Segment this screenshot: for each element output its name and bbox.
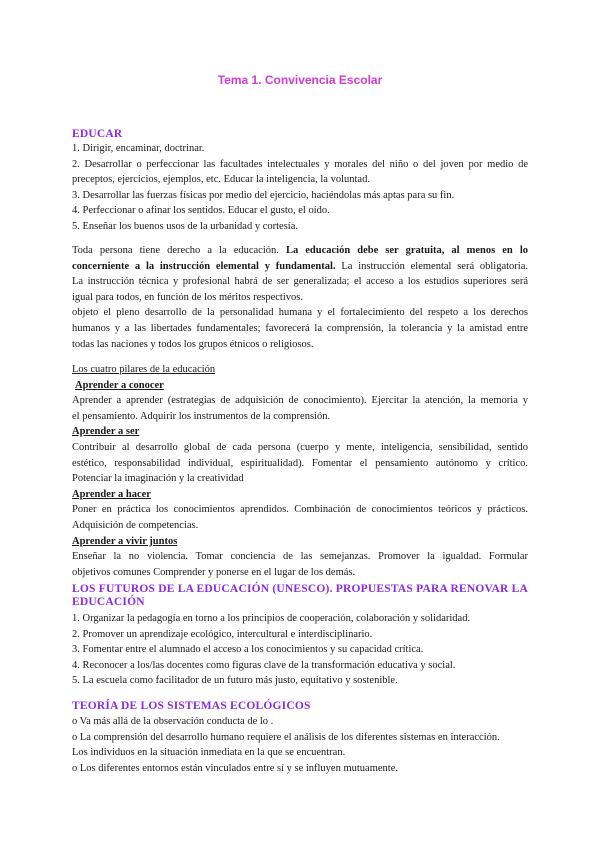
paragraph-line: Enseñar la no violencia. Tomar conciencia de las semejanzas. Promover la igualdad. Formular xyxy=(72,551,528,563)
section-pilares xyxy=(72,362,528,580)
section-heading-educar: EDUCAR xyxy=(72,128,123,140)
list-item: 4. Perfeccionar o afinar los sentidos. Educar el gusto, el oído. xyxy=(72,205,330,217)
paragraph-line: La instrucción técnica y profesional habrá de ser generalizada; el acceso a los estudios superiores será xyxy=(72,276,528,288)
document-title: Tema 1. Convivencia Escolar xyxy=(217,73,383,87)
section-teoria xyxy=(72,700,528,776)
section-futuros xyxy=(72,583,528,689)
pillar-title-hacer: Aprender a hacer xyxy=(72,488,151,500)
section-heading-futuros-cont: EDUCACIÓN xyxy=(72,596,145,608)
paragraph-line: el pensamiento. Adquirir los instrumentos de la comprensión. xyxy=(72,410,331,422)
list-item: o La comprensión del desarrollo humano requiere el análisis de los diferentes sistemas en interacción. xyxy=(72,731,500,743)
pillar-title-juntos: Aprender a vivir juntos xyxy=(72,535,178,547)
list-item: 2. Desarrollar o perfeccionar las facultades intelectuales y morales del niño o del joven por medio de xyxy=(72,158,528,170)
list-item: 5. La escuela como facilitador de un futuro más justo, equitativo y sostenible. xyxy=(72,675,398,687)
paragraph-line: estético, responsabilidad individual, espiritualidad). Fomentar el pensamiento autónomo y crítico. xyxy=(72,457,528,469)
paragraph-line: humanos y a las libertades fundamentales; favorecerá la comprensión, la tolerancia y la amistad entre xyxy=(72,322,528,334)
paragraph-line xyxy=(72,243,528,259)
paragraph-text: Toda persona tiene derecho a la educación. xyxy=(72,245,279,256)
paragraph-line: Poner en práctica los conocimientos aprendidos. Combinación de conocimientos teóricos y prácticos. xyxy=(72,504,528,516)
paragraph-bold-text: concerniente a la instrucción elemental y fundamental. xyxy=(72,260,336,272)
section-derecho xyxy=(72,243,528,352)
paragraph-line xyxy=(72,259,528,275)
paragraph-line: Aprender a aprender (estrategias de adquisición de conocimiento). Ejercitar la atención, la memoria y xyxy=(72,395,528,407)
paragraph-bold-text: La educación debe ser gratuita, al menos en lo xyxy=(285,245,528,256)
list-item: 4. Reconocer a los/las docentes como figuras clave de la transformación educativa y social. xyxy=(72,659,456,671)
paragraph-line: Potenciar la imaginación y la creatividad xyxy=(72,473,244,485)
paragraph-line: Adquisición de competencias. xyxy=(72,519,199,531)
section-educar xyxy=(72,128,528,235)
paragraph-text: La instrucción elemental será obligatoria. xyxy=(341,260,529,272)
pillar-title-conocer: Aprender a conocer xyxy=(75,379,164,391)
paragraph-line: objeto el pleno desarrollo de la personalidad humana y el fortalecimiento del respeto a los derechos xyxy=(72,307,528,319)
paragraph-line: objetivos comunes Comprender y ponerse en el lugar de los demás. xyxy=(72,566,356,578)
list-item: 2. Promover un aprendizaje ecológico, intercultural e interdisciplinario. xyxy=(72,628,373,640)
list-item: Los individuos en la situación inmediata en la que se encuentran. xyxy=(72,747,346,759)
paragraph-line: igual para todos, en función de los méritos respectivos. xyxy=(72,291,303,303)
list-item: o Va más allá de la observación conducta de lo . xyxy=(72,716,274,727)
list-item: preceptos, ejercicios, ejemplos, etc. Educar la inteligencia, la voluntad. xyxy=(72,174,370,186)
list-item: 5. Enseñar los buenos usos de la urbanidad y cortesía. xyxy=(72,220,298,232)
list-item: 1. Dirigir, encaminar, doctrinar. xyxy=(72,143,205,154)
pillar-title-ser: Aprender a ser xyxy=(72,426,140,438)
list-item: 1. Organizar la pedagogía en torno a los principios de cooperación, colaboración y solidaridad. xyxy=(72,613,471,624)
list-item: o Los diferentes entornos están vinculados entre sí y se influyen mutuamente. xyxy=(72,762,398,774)
list-item: 3. Fomentar entre el alumnado el acceso a los conocimientos y su capacidad crítica. xyxy=(72,644,424,656)
section-heading-teoria: TEORÍA DE LOS SISTEMAS ECOLÓGICOS xyxy=(72,700,311,712)
paragraph-line: Contribuir al desarrollo global de cada persona (cuerpo y mente, inteligencia, sensibilidad, sentido xyxy=(72,441,528,453)
section-heading-futuros: LOS FUTUROS DE LA EDUCACIÓN (UNESCO). PROPUESTAS PARA RENOVAR LA xyxy=(72,583,528,595)
section-heading-pilares: Los cuatro pilares de la educación xyxy=(72,364,216,375)
paragraph-line: todas las naciones y todos los grupos étnicos o religiosos. xyxy=(72,338,314,350)
list-item: 3. Desarrollar las fuerzas físicas por medio del ejercicio, haciéndolas más aptas para su fin. xyxy=(72,189,455,201)
